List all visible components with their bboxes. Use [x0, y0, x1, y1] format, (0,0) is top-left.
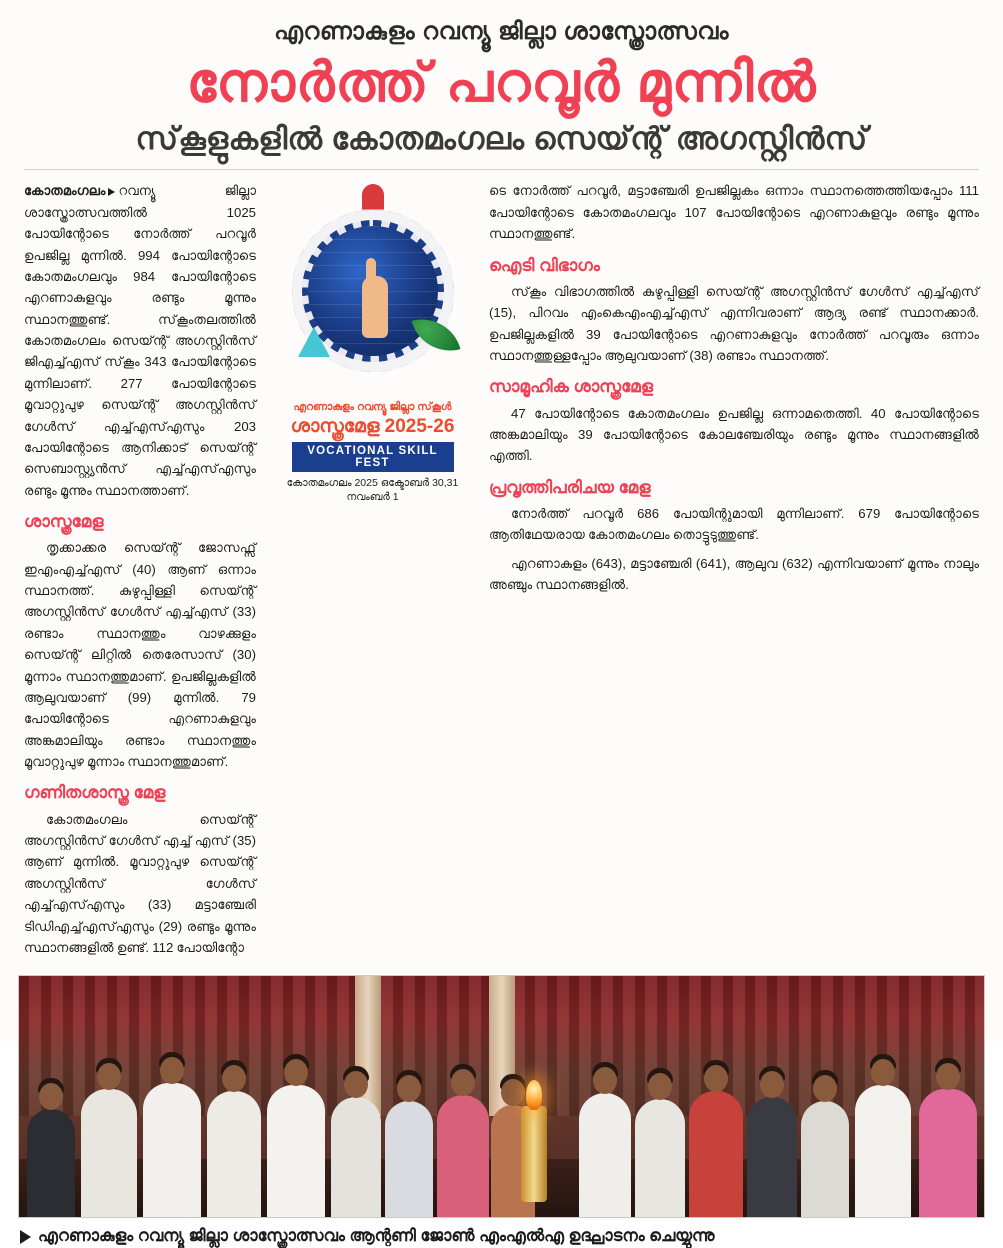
- head-shape: [760, 1071, 784, 1098]
- person-figure: [81, 1089, 137, 1217]
- section-heading-science-fair: ശാസ്ത്രമേള: [24, 512, 104, 531]
- head-shape: [39, 1083, 63, 1110]
- logo-caption-line3: കോതമംഗലം 2025 ഒക്ടോബർ 30,31 നവംബർ 1: [286, 477, 459, 503]
- head-shape: [397, 1075, 421, 1102]
- person-figure: [747, 1097, 797, 1217]
- section-heading-it-division: ഐടി വിഭാഗം: [489, 255, 600, 275]
- head-shape: [936, 1063, 960, 1090]
- person-figure: [267, 1085, 325, 1217]
- head-shape: [344, 1071, 368, 1098]
- section-work-experience-text-1: നോർത്ത് പറവൂർ 686 പോയിന്റുമായി മുന്നിലാണ്. 679 പോയിന്റോടെ ആതിഥേയരായ കോതമംഗലം തൊട്ടുടുത്തുണ്ട്.: [489, 505, 979, 543]
- head-shape: [813, 1075, 837, 1102]
- logo-strip-label: VOCATIONAL SKILL FEST: [292, 442, 454, 472]
- head-shape: [451, 1069, 475, 1096]
- beaker-icon: [298, 327, 330, 357]
- person-figure: [207, 1091, 261, 1217]
- dateline-triangle-icon: [108, 188, 115, 196]
- person-figure: [579, 1093, 631, 1217]
- person-figure: [437, 1095, 489, 1217]
- masthead: [0, 0, 1003, 157]
- person-figure: [143, 1083, 201, 1217]
- person-figure: [635, 1099, 685, 1217]
- article-columns: [0, 170, 1003, 965]
- head-shape: [593, 1067, 617, 1094]
- dateline: കോതമംഗലം: [24, 183, 106, 199]
- hand-icon: [362, 276, 388, 338]
- person-figure: [919, 1089, 977, 1217]
- lead-text: റവന്യൂ ജില്ലാ ശാസ്ത്രോത്സവത്തിൽ 1025 പോയിന്റോടെ നോർത്ത് പറവൂർ ഉപജില്ല മുന്നിൽ. 994 പോയിന്റോടെ കോതമംഗലവും 984 പോയിന്റോടെ എറണാകുളവും രണ്ടും മൂന്നും സ്ഥാനത്തുണ്ട്. സ്‌കൂംതലത്തിൽ കോതമംഗലം സെയ്ന്റ് അഗസ്റ്റിൻസ് ജിഎച്ച്എസ് സ്‌കൂം 343 പോയിന്റോടെ മുന്നിലാണ്. 277 പോയിന്റോടെ മൂവാറ്റുപുഴ സെയ്ന്റ് അഗസ്റ്റിൻസ് ഗേൾസ് എച്ച്എസ്എസും 203 പോയിന്റോടെ ആനിക്കാട് സെയ്ന്റ് സെബാസ്റ്റ്യൻസ് എച്ച്എസ്എസും രണ്ടും മൂന്നും സ്ഥാനത്താണ്.: [24, 183, 256, 498]
- section-science-fair-text: തൃക്കാക്കര സെയ്ന്റ് ജോസഫ്സ് ഇഎംഎച്ച്എസ് (40) ആണ് ഒന്നാം സ്ഥാനത്ത്. കുഴുപ്പിള്ളി സെയ്ന്റ് അഗസ്റ്റിൻസ് ഗേൾസ് എച്ച്എസ് (33) രണ്ടാം സ്ഥാനത്തും വാഴക്കുളം സെയ്ന്റ് ലിറ്റിൽ തെരേസാസ് (30) മൂന്നാം സ്ഥാനത്തുമാണ്. ഉപജില്ലകളിൽ ആലുവയാണ് (99) മുന്നിൽ. 79 പോയിന്റോടെ എറണാകുളവും അങ്കമാലിയും രണ്ടാം സ്ഥാനത്തും മൂവാറ്റുപുഴ മൂന്നാം സ്ഥാനത്തുമാണ്.: [24, 540, 256, 769]
- person-figure: [689, 1091, 743, 1217]
- caption-triangle-icon: [20, 1230, 31, 1244]
- section-maths-fair-text: കോതമംഗലം സെയ്ന്റ് അഗസ്റ്റിൻസ് ഗേൾസ് എച്ച് എസ് (35) ആണ് മുന്നിൽ. മൂവാറ്റുപുഴ സെയ്ന്റ് അഗസ്റ്റിൻസ് ഗേൾസ് എച്ച്എസ്എസും (33) മട്ടാഞ്ചേരി ടിഡിഎച്ച്എസ്എസും (29) രണ്ടും മൂന്നും സ്ഥാനങ്ങളിൽ ഉണ്ട്. 112 പോയിന്റോ: [24, 811, 256, 955]
- head-shape: [704, 1065, 728, 1092]
- audience-group: [19, 1029, 984, 1217]
- person-figure: [331, 1097, 381, 1217]
- logo-caption-line1: എറണാകുളം റവന്യൂ ജില്ലാ സ്‌കൂൾ: [293, 401, 452, 414]
- photo-block: [18, 975, 985, 1218]
- column-middle-logo: [270, 180, 475, 965]
- event-photo: [18, 975, 985, 1218]
- photo-caption: [20, 1226, 983, 1247]
- event-logo: [270, 184, 475, 504]
- person-figure: [27, 1109, 75, 1217]
- head-shape: [871, 1059, 895, 1086]
- kicker-text: എറണാകുളം റവന്യൂ ജില്ലാ ശാസ്ത്രോത്സവം: [274, 18, 729, 45]
- head-shape: [284, 1059, 308, 1086]
- section-work-experience-text-2: എറണാകുളം (643), മട്ടാഞ്ചേരി (641), ആലുവ (632) എന്നിവയാണ് മൂന്നും നാലും അഞ്ചും സ്ഥാനങ്ങളിൽ.: [489, 555, 979, 592]
- column-right: [489, 180, 979, 965]
- section-social-science-fair-text: 47 പോയിന്റോടെ കോതമംഗലം ഉപജില്ല ഒന്നാമതെത്തി. 40 പോയിന്റോടെ അങ്കമാലിയും 39 പോയിന്റോടെ കോലഞ്ചേരിയും രണ്ടും മൂന്നും സ്ഥാനങ്ങളിൽ എത്തി.: [489, 405, 979, 464]
- head-shape: [160, 1057, 184, 1084]
- subheadline: സ്‌കൂളുകളിൽ കോതമംഗലം സെയ്ന്റ് അഗസ്റ്റിൻസ്: [135, 121, 868, 157]
- logo-badge-graphic: [280, 184, 466, 399]
- ceremonial-lamp-icon: [521, 1106, 547, 1202]
- section-heading-maths-fair: ഗണിതശാസ്ത്ര മേള: [24, 783, 166, 803]
- section-heading-work-experience-fair: പ്രവൃത്തിപരിചയ മേള: [489, 477, 651, 497]
- person-figure: [855, 1085, 911, 1217]
- head-shape: [97, 1063, 121, 1090]
- headline: നോർത്ത് പറവൂർ മുന്നിൽ: [186, 50, 817, 113]
- head-shape: [648, 1073, 672, 1100]
- caption-text: എറണാകുളം റവന്യൂ ജില്ലാ ശാസ്ത്രോത്സവം ആന്റണി ജോൺ എംഎൽഎ ഉദ്ഘാടനം ചെയ്യുന്നു: [38, 1227, 715, 1246]
- head-shape: [222, 1065, 246, 1092]
- section-it-division-text: സ്‌കൂം വിഭാഗത്തിൽ കുഴുപ്പിള്ളി സെയ്ന്റ് അഗസ്റ്റിൻസ് ഗേൾസ് എച്ച്എസ് (15), പിറവം എംകെഎംഎച്ച്എസ് എന്നിവരാണ് ആദ്യ രണ്ട് സ്ഥാനക്കാർ. ഉപജില്ലകളിൽ 39 പോയിന്റോടെ എറണാകുളവും നോർത്ത് പറവൂരും ഒന്നാം സ്ഥാനത്തുള്ളപ്പോം ആലുവയാണ് (38) രണ്ടാം സ്ഥാനത്ത്.: [489, 283, 979, 363]
- lead-paragraph: [24, 180, 256, 501]
- section-heading-social-science-fair: സാമൂഹിക ശാസ്ത്രമേള: [489, 377, 653, 397]
- person-figure: [801, 1101, 849, 1217]
- logo-caption-line2: ശാസ്ത്രമേള 2025-26: [290, 415, 455, 437]
- person-figure: [385, 1101, 433, 1217]
- head-shape: [501, 1079, 525, 1106]
- column-left: [24, 180, 256, 965]
- continuation-paragraph: ടെ നോർത്ത് പറവൂർ, മട്ടാഞ്ചേരി ഉപജില്ലകം ഒന്നാം സ്ഥാനത്തെത്തിയപ്പോം 111 പോയിന്റോടെ കോതമംഗലവും 107 പോയിന്റോടെ എറണാകുളവും രണ്ടും മൂന്നും സ്ഥാനത്തുണ്ട്.: [489, 183, 979, 242]
